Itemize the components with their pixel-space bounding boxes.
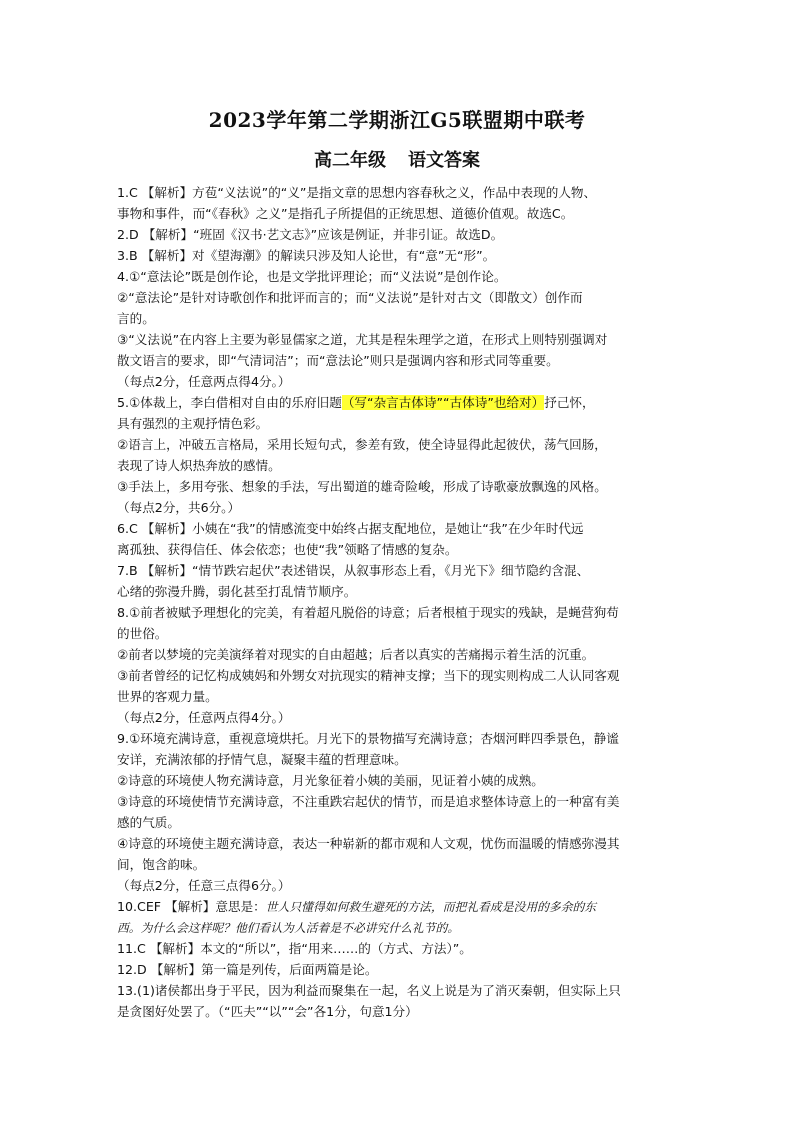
answer-line: 是贪图好处罢了。（“匹夫”“以”“会”各1分，句意1分） bbox=[117, 1004, 418, 1019]
answer-line: 间，饱含韵味。 bbox=[117, 857, 206, 872]
answer-line: 心绪的弥漫升腾，弱化甚至打乱情节顺序。 bbox=[117, 584, 357, 599]
answer-text-segment: 10.CEF 【解析】意思是： bbox=[117, 899, 266, 914]
answer-line: ③前者曾经的记忆构成姨妈和外甥女对抗现实的精神支撑；当下的现实则构成二人认同客观 bbox=[117, 668, 620, 683]
answer-line: ③诗意的环境使情节充满诗意，不注重跌宕起伏的情节，而是追求整体诗意上的一种富有美 bbox=[117, 794, 620, 809]
subject-label: 语文答案 bbox=[408, 150, 480, 171]
exam-subtitle bbox=[0, 146, 794, 172]
highlighted-note: （写“杂言古体诗”“古体诗”也给对） bbox=[341, 395, 545, 410]
answer-line: 7.B 【解析】“情节跌宕起伏”表述错误，从叙事形态上看，《月光下》细节隐约含混、 bbox=[117, 563, 590, 578]
answer-body bbox=[117, 182, 685, 1022]
answer-line bbox=[117, 896, 685, 917]
answer-line: （每点2分，任意两点得4分。） bbox=[117, 374, 291, 389]
answer-line: 6.C 【解析】小姨在“我”的情感流变中始终占据支配地位，是她让“我”在少年时代远 bbox=[117, 521, 584, 536]
answer-line: 世界的客观力量。 bbox=[117, 689, 218, 704]
answer-line: 离孤独、获得信任、体会依恋；也使“我”领略了情感的复杂。 bbox=[117, 542, 458, 557]
answer-line: 3.B 【解析】对《望海潮》的解读只涉及知人论世，有“意”无“形”。 bbox=[117, 248, 496, 263]
answer-text-segment: 抒己怀， bbox=[544, 395, 595, 410]
grade-label: 高二年级 bbox=[314, 150, 386, 171]
answer-line: 9.①环境充满诗意，重视意境烘托。月光下的景物描写充满诗意；杏烟河畔四季景色，静谧 bbox=[117, 731, 619, 746]
answer-line: （每点2分，任意三点得6分。） bbox=[117, 878, 291, 893]
answer-line: 11.C 【解析】本文的“所以”，指“用来……的（方式、方法）”。 bbox=[117, 941, 472, 956]
answer-line: ②诗意的环境使人物充满诗意，月光象征着小姨的美丽，见证着小姨的成熟。 bbox=[117, 773, 544, 788]
answer-line: 具有强烈的主观抒情色彩。 bbox=[117, 416, 269, 431]
answer-line: 8.①前者被赋予理想化的完美，有着超凡脱俗的诗意；后者根植于现实的残缺，是蝇营狗苟 bbox=[117, 605, 619, 620]
answer-line: ②语言上，冲破五言格局，采用长短句式，参差有致，使全诗显得此起彼伏，荡气回肠， bbox=[117, 437, 607, 452]
answer-line: （每点2分，共6分。） bbox=[117, 500, 241, 515]
answer-line bbox=[117, 917, 685, 938]
answer-line: 13.(1)诸侯都出身于平民，因为利益而聚集在一起，名义上说是为了消灭秦朝，但实际上只 bbox=[117, 983, 621, 998]
answer-line: 1.C 【解析】方苞“义法说”的“义”是指文章的思想内容春秋之义，作品中表现的人物、 bbox=[117, 185, 597, 200]
translation-text: 西。为什么会这样呢？他们看认为人活着是不必讲究什么礼节的。 bbox=[117, 921, 460, 935]
answer-line: 表现了诗人炽热奔放的感情。 bbox=[117, 458, 281, 473]
answer-line: ②前者以梦境的完美演绎着对现实的自由超越；后者以真实的苦痛揭示着生活的沉重。 bbox=[117, 647, 595, 662]
exam-title: 2023学年第二学期浙江G5联盟期中联考 bbox=[208, 108, 586, 132]
answer-line: 4.①“意法论”既是创作论，也是文学批评理论；而“义法说”是创作论。 bbox=[117, 269, 507, 284]
answer-line: 2.D 【解析】“班固《汉书·艺文志》”应该是例证，并非引证。故选D。 bbox=[117, 227, 504, 242]
answer-line: 感的气质。 bbox=[117, 815, 180, 830]
answer-line: 的世俗。 bbox=[117, 626, 168, 641]
answer-text-segment: 5.①体裁上，李白借相对自由的乐府旧题 bbox=[117, 395, 342, 410]
answer-line: 12.D 【解析】第一篇是列传，后面两篇是论。 bbox=[117, 962, 378, 977]
answer-line: ②“意法论”是针对诗歌创作和批评而言的；而“义法说”是针对古文（即散文）创作而 bbox=[117, 290, 583, 305]
answer-line: 安详，充满浓郁的抒情气息，凝聚丰蕴的哲理意味。 bbox=[117, 752, 407, 767]
answer-line bbox=[117, 392, 685, 413]
answer-line: 散文语言的要求，即“气清词洁”；而“意法论”则只是强调内容和形式同等重要。 bbox=[117, 353, 559, 368]
translation-text: 世人只懂得如何救生避死的方法，而把礼看成是没用的多余的东 bbox=[265, 900, 597, 914]
answer-line: ③“义法说”在内容上主要为彰显儒家之道，尤其是程朱理学之道，在形式上则特别强调对 bbox=[117, 332, 608, 347]
answer-line: ③手法上，多用夸张、想象的手法，写出蜀道的雄奇险峻，形成了诗歌豪放飘逸的风格。 bbox=[117, 479, 607, 494]
answer-line: ④诗意的环境使主题充满诗意，表达一种崭新的都市观和人文观，忧伤而温暖的情感弥漫其 bbox=[117, 836, 620, 851]
answer-line: （每点2分，任意两点得4分。） bbox=[117, 710, 291, 725]
answer-line: 言的。 bbox=[117, 311, 155, 326]
answer-line: 事物和事件，而“《春秋》之义”是指孔子所提倡的正统思想、道德价值观。故选C。 bbox=[117, 206, 574, 221]
